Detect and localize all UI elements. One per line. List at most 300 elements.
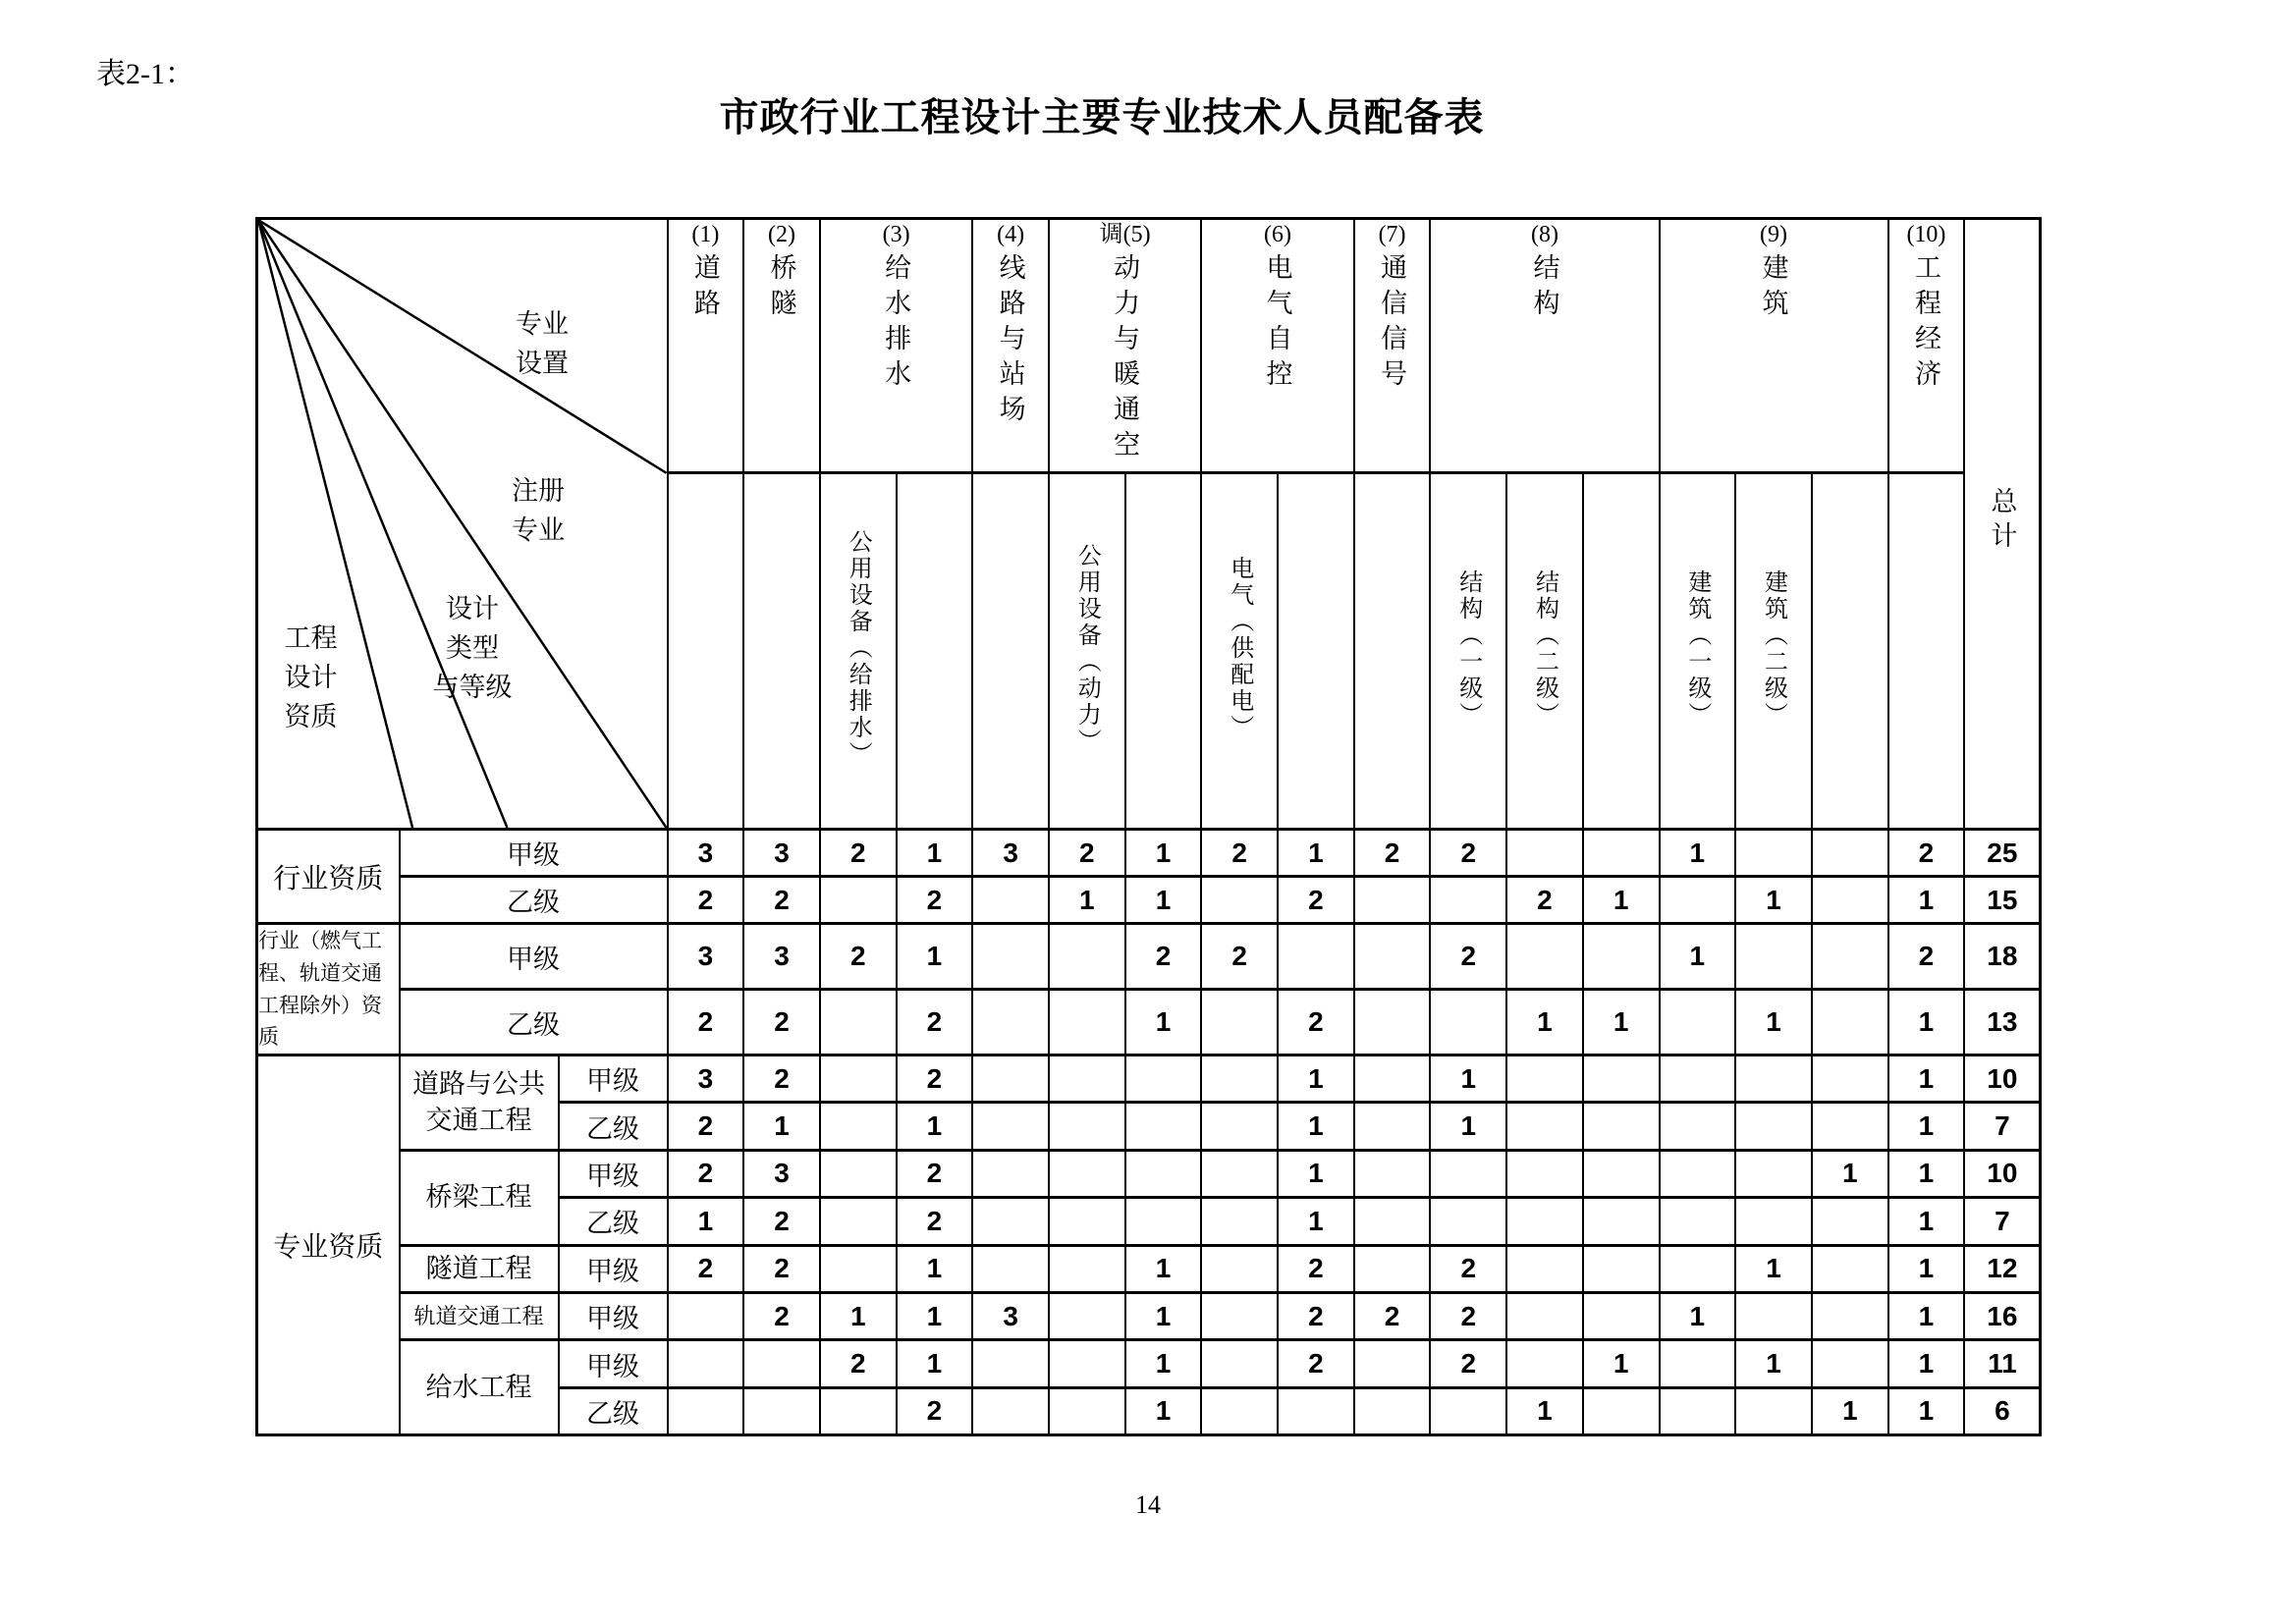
registered-profession-subheader-9-1 bbox=[1660, 473, 1736, 830]
staff-count-cell bbox=[1506, 1292, 1583, 1339]
staff-count-cell: 10 bbox=[1964, 1055, 2041, 1103]
staff-count-cell: 2 bbox=[1506, 877, 1583, 924]
subheader-title: 公用设备（动力） bbox=[1073, 542, 1100, 755]
staff-count-cell bbox=[1812, 1245, 1888, 1292]
staff-count-cell: 2 bbox=[743, 877, 820, 924]
staff-count-cell bbox=[743, 1387, 820, 1434]
grade-label: 甲级 bbox=[400, 830, 668, 877]
engineering-type-label: 隧道工程 bbox=[400, 1245, 559, 1292]
staff-count-cell: 7 bbox=[1964, 1198, 2041, 1245]
column-header-2 bbox=[743, 219, 820, 473]
staff-count-cell: 1 bbox=[897, 830, 973, 877]
table-row bbox=[257, 877, 2041, 924]
staff-count-cell: 2 bbox=[743, 1245, 820, 1292]
staff-count-cell bbox=[1354, 1150, 1431, 1197]
staff-count-cell: 1 bbox=[1888, 1387, 1965, 1434]
staff-count-cell bbox=[1201, 1150, 1278, 1197]
staff-count-cell: 6 bbox=[1964, 1387, 2041, 1434]
staff-count-cell: 2 bbox=[897, 1055, 973, 1103]
staff-count-cell: 1 bbox=[743, 1103, 820, 1150]
staff-count-cell: 1 bbox=[1278, 830, 1354, 877]
staff-count-cell bbox=[1354, 877, 1431, 924]
staff-count-cell: 7 bbox=[1964, 1103, 2041, 1150]
staff-count-cell bbox=[1583, 1055, 1660, 1103]
staff-count-cell bbox=[1201, 1292, 1278, 1339]
column-number: (4) bbox=[997, 222, 1025, 247]
registered-profession-subheader-3-2 bbox=[897, 473, 973, 830]
staff-count-cell: 3 bbox=[668, 924, 744, 990]
staff-count-cell: 2 bbox=[897, 877, 973, 924]
staff-count-cell bbox=[972, 1103, 1049, 1150]
qualification-block-label: 行业（燃气工程、轨道交通工程除外）资质 bbox=[257, 924, 400, 1055]
staff-count-cell: 1 bbox=[1049, 877, 1125, 924]
staff-count-cell bbox=[1660, 1103, 1736, 1150]
staff-count-cell bbox=[1201, 1055, 1278, 1103]
staff-count-cell bbox=[1812, 1292, 1888, 1339]
staff-count-cell bbox=[972, 1245, 1049, 1292]
staff-count-cell: 1 bbox=[820, 1292, 897, 1339]
staff-count-cell bbox=[1354, 1198, 1431, 1245]
staff-count-cell bbox=[1812, 1198, 1888, 1245]
staff-count-cell: 2 bbox=[668, 1245, 744, 1292]
staff-count-cell bbox=[972, 877, 1049, 924]
staff-count-cell bbox=[972, 1055, 1049, 1103]
registered-profession-subheader-9-3 bbox=[1812, 473, 1888, 830]
staff-count-cell bbox=[1278, 1387, 1354, 1434]
column-title: 通信信号 bbox=[1377, 253, 1407, 395]
staff-count-cell: 1 bbox=[1278, 1055, 1354, 1103]
staff-count-cell bbox=[1812, 990, 1888, 1055]
staff-count-cell bbox=[1049, 1245, 1125, 1292]
staff-count-cell: 2 bbox=[743, 990, 820, 1055]
grade-label: 乙级 bbox=[400, 990, 668, 1055]
registered-profession-subheader-9-2 bbox=[1735, 473, 1812, 830]
staff-count-cell bbox=[1354, 1245, 1431, 1292]
staff-count-cell bbox=[1201, 990, 1278, 1055]
staff-count-cell bbox=[1735, 1150, 1812, 1197]
staff-count-cell bbox=[1430, 990, 1506, 1055]
staff-count-cell bbox=[1583, 1198, 1660, 1245]
column-header-6 bbox=[1201, 219, 1353, 473]
staff-count-cell bbox=[1583, 1292, 1660, 1339]
corner-header-cell bbox=[257, 219, 668, 830]
registered-profession-subheader-5-1 bbox=[1049, 473, 1125, 830]
staff-count-cell: 1 bbox=[897, 1292, 973, 1339]
staff-count-cell bbox=[1201, 1245, 1278, 1292]
staff-count-cell: 2 bbox=[1430, 924, 1506, 990]
staff-count-cell bbox=[1660, 1245, 1736, 1292]
column-number: (2) bbox=[768, 222, 796, 247]
subheader-title: 结构（一级） bbox=[1454, 568, 1481, 729]
staff-count-cell: 1 bbox=[1430, 1055, 1506, 1103]
column-header-5 bbox=[1049, 219, 1201, 473]
staff-count-cell bbox=[1354, 924, 1431, 990]
staff-count-cell: 1 bbox=[1506, 1387, 1583, 1434]
staff-count-cell bbox=[668, 1387, 744, 1434]
staff-count-cell: 2 bbox=[897, 1387, 973, 1434]
staff-count-cell bbox=[1354, 990, 1431, 1055]
column-title: 道路 bbox=[689, 253, 720, 324]
staff-count-cell bbox=[1660, 1198, 1736, 1245]
staff-count-cell bbox=[1812, 877, 1888, 924]
staff-count-cell: 2 bbox=[1278, 1245, 1354, 1292]
staff-count-cell bbox=[1430, 1387, 1506, 1434]
staff-count-cell: 1 bbox=[1125, 1340, 1202, 1387]
staff-count-cell bbox=[1812, 1103, 1888, 1150]
staff-count-cell: 2 bbox=[1049, 830, 1125, 877]
staff-count-cell: 2 bbox=[1354, 830, 1431, 877]
staff-count-cell bbox=[1354, 1055, 1431, 1103]
column-title: 桥隧 bbox=[766, 253, 796, 324]
staff-count-cell bbox=[1201, 1103, 1278, 1150]
table-row bbox=[257, 1150, 2041, 1197]
staff-count-cell bbox=[1583, 830, 1660, 877]
engineering-type-label: 给水工程 bbox=[400, 1340, 559, 1435]
staff-count-cell bbox=[1735, 924, 1812, 990]
staff-count-cell bbox=[743, 1340, 820, 1387]
staff-count-cell: 1 bbox=[1888, 990, 1965, 1055]
engineering-type-label: 道路与公共交通工程 bbox=[400, 1055, 559, 1151]
staff-count-cell bbox=[1125, 1103, 1202, 1150]
grade-label: 乙级 bbox=[400, 877, 668, 924]
engineering-type-label: 桥梁工程 bbox=[400, 1150, 559, 1245]
staff-count-cell: 1 bbox=[1888, 1198, 1965, 1245]
staff-count-cell bbox=[1049, 990, 1125, 1055]
registered-profession-subheader-8-2 bbox=[1506, 473, 1583, 830]
column-number: (9) bbox=[1760, 222, 1788, 247]
staff-count-cell: 2 bbox=[1278, 990, 1354, 1055]
registered-profession-subheader-2-1 bbox=[743, 473, 820, 830]
table-row bbox=[257, 1292, 2041, 1339]
staff-count-cell bbox=[1660, 1150, 1736, 1197]
grade-label: 甲级 bbox=[559, 1340, 668, 1387]
staff-count-cell bbox=[1049, 1198, 1125, 1245]
staff-count-cell: 3 bbox=[743, 1150, 820, 1197]
grade-label: 甲级 bbox=[559, 1245, 668, 1292]
staff-count-cell: 3 bbox=[668, 1055, 744, 1103]
staff-count-cell: 3 bbox=[972, 1292, 1049, 1339]
staff-count-cell bbox=[1201, 1340, 1278, 1387]
registered-profession-subheader-7-1 bbox=[1354, 473, 1431, 830]
corner-label-registered-profession: 注册 专业 bbox=[512, 476, 565, 545]
total-column-header bbox=[1964, 219, 2041, 830]
staff-count-cell bbox=[1583, 924, 1660, 990]
staff-count-cell: 10 bbox=[1964, 1150, 2041, 1197]
staff-count-cell bbox=[972, 1198, 1049, 1245]
column-title: 建筑 bbox=[1758, 253, 1788, 324]
staff-count-cell bbox=[972, 990, 1049, 1055]
column-number: (10) bbox=[1906, 222, 1946, 247]
staff-count-cell: 2 bbox=[1888, 924, 1965, 990]
column-header-3 bbox=[820, 219, 972, 473]
staff-count-cell: 1 bbox=[1125, 830, 1202, 877]
staff-count-cell: 1 bbox=[897, 1245, 973, 1292]
staff-count-cell bbox=[1660, 1387, 1736, 1434]
column-header-9 bbox=[1660, 219, 1888, 473]
staff-count-cell: 3 bbox=[743, 830, 820, 877]
staff-count-cell: 3 bbox=[743, 924, 820, 990]
staff-count-cell bbox=[1506, 1245, 1583, 1292]
staff-count-cell: 2 bbox=[1354, 1292, 1431, 1339]
staff-count-cell: 2 bbox=[1888, 830, 1965, 877]
column-title: 线路与站场 bbox=[995, 253, 1025, 430]
grade-label: 甲级 bbox=[400, 924, 668, 990]
staff-count-cell: 1 bbox=[1506, 990, 1583, 1055]
staff-count-cell bbox=[1201, 1387, 1278, 1434]
grade-label: 乙级 bbox=[559, 1103, 668, 1150]
column-header-4 bbox=[972, 219, 1049, 473]
staff-count-cell: 1 bbox=[1125, 1245, 1202, 1292]
staff-count-cell bbox=[1049, 1150, 1125, 1197]
registered-profession-subheader-3-1 bbox=[820, 473, 897, 830]
subheader-title: 电气（供配电） bbox=[1226, 556, 1252, 741]
staff-count-cell: 1 bbox=[1430, 1103, 1506, 1150]
staff-count-cell: 2 bbox=[1430, 1340, 1506, 1387]
staff-count-cell: 1 bbox=[1888, 1292, 1965, 1339]
staff-count-cell bbox=[1506, 830, 1583, 877]
staff-count-cell: 2 bbox=[820, 830, 897, 877]
registered-profession-subheader-10-1 bbox=[1888, 473, 1965, 830]
staff-count-cell: 1 bbox=[897, 1340, 973, 1387]
staff-count-cell: 2 bbox=[1430, 1292, 1506, 1339]
staff-count-cell bbox=[820, 1103, 897, 1150]
staff-count-cell bbox=[668, 1292, 744, 1339]
staff-count-cell bbox=[1583, 1387, 1660, 1434]
staff-count-cell: 2 bbox=[668, 1103, 744, 1150]
staff-count-cell: 1 bbox=[1125, 1387, 1202, 1434]
staff-count-cell bbox=[1660, 1055, 1736, 1103]
staff-count-cell bbox=[972, 924, 1049, 990]
staff-count-cell bbox=[1583, 1103, 1660, 1150]
staff-count-cell: 1 bbox=[897, 1103, 973, 1150]
staff-count-cell bbox=[1660, 877, 1736, 924]
registered-profession-subheader-5-2 bbox=[1125, 473, 1202, 830]
staff-count-cell: 2 bbox=[668, 1150, 744, 1197]
column-number: (6) bbox=[1264, 222, 1292, 247]
staff-count-cell bbox=[1812, 1055, 1888, 1103]
staff-count-cell: 2 bbox=[1430, 830, 1506, 877]
staff-count-cell bbox=[1049, 1103, 1125, 1150]
staff-count-cell: 1 bbox=[1278, 1103, 1354, 1150]
staff-count-cell: 2 bbox=[1201, 924, 1278, 990]
staff-count-cell: 1 bbox=[1583, 990, 1660, 1055]
staff-count-cell bbox=[1049, 1292, 1125, 1339]
column-number: (7) bbox=[1378, 222, 1406, 247]
staff-count-cell bbox=[1049, 924, 1125, 990]
staff-count-cell bbox=[820, 1150, 897, 1197]
page-number: 14 bbox=[1135, 1490, 1161, 1519]
staff-count-cell bbox=[1506, 1150, 1583, 1197]
grade-label: 乙级 bbox=[559, 1387, 668, 1434]
staff-count-cell: 1 bbox=[1888, 1150, 1965, 1197]
staff-count-cell bbox=[1812, 1340, 1888, 1387]
staff-count-cell bbox=[820, 1055, 897, 1103]
staff-count-cell: 2 bbox=[1278, 1292, 1354, 1339]
staff-count-cell: 1 bbox=[1660, 1292, 1736, 1339]
staff-count-cell: 1 bbox=[1735, 1340, 1812, 1387]
column-number: (3) bbox=[882, 222, 910, 247]
staff-count-cell bbox=[972, 1150, 1049, 1197]
staff-count-cell bbox=[1506, 1103, 1583, 1150]
table-row bbox=[257, 1245, 2041, 1292]
staff-count-cell bbox=[1125, 1150, 1202, 1197]
staff-count-cell: 1 bbox=[1278, 1150, 1354, 1197]
staff-count-cell: 18 bbox=[1964, 924, 2041, 990]
staff-count-cell bbox=[1506, 1198, 1583, 1245]
staff-count-cell: 13 bbox=[1964, 990, 2041, 1055]
staff-count-cell: 15 bbox=[1964, 877, 2041, 924]
staff-count-cell: 1 bbox=[1735, 1245, 1812, 1292]
staff-count-cell bbox=[1354, 1340, 1431, 1387]
staff-count-cell bbox=[1354, 1387, 1431, 1434]
staff-count-cell: 1 bbox=[1278, 1198, 1354, 1245]
staff-count-cell bbox=[972, 1387, 1049, 1434]
staff-count-cell bbox=[820, 1198, 897, 1245]
staff-count-cell: 2 bbox=[743, 1055, 820, 1103]
grade-label: 甲级 bbox=[559, 1292, 668, 1339]
registered-profession-subheader-8-1 bbox=[1430, 473, 1506, 830]
staff-count-cell: 2 bbox=[668, 990, 744, 1055]
staff-count-cell: 1 bbox=[1125, 877, 1202, 924]
staff-count-cell bbox=[1049, 1055, 1125, 1103]
staff-count-cell bbox=[1430, 1198, 1506, 1245]
column-header-10 bbox=[1888, 219, 1965, 473]
staff-count-cell bbox=[1125, 1198, 1202, 1245]
qualification-block-label: 专业资质 bbox=[257, 1055, 400, 1435]
corner-label-design-type-grade: 设计 类型 与等级 bbox=[432, 594, 513, 702]
staff-count-cell: 2 bbox=[897, 990, 973, 1055]
staff-count-cell: 1 bbox=[1888, 1103, 1965, 1150]
staff-count-cell: 11 bbox=[1964, 1340, 2041, 1387]
staff-count-cell bbox=[1660, 990, 1736, 1055]
staff-count-cell bbox=[972, 1340, 1049, 1387]
staff-count-cell bbox=[820, 1245, 897, 1292]
staff-count-cell: 1 bbox=[1735, 990, 1812, 1055]
personnel-allocation-table bbox=[255, 217, 2042, 1436]
column-title: 电气自控 bbox=[1262, 253, 1292, 395]
table-row bbox=[257, 1340, 2041, 1387]
staff-count-cell: 2 bbox=[1278, 877, 1354, 924]
staff-count-cell bbox=[820, 877, 897, 924]
staff-count-cell: 1 bbox=[1888, 1245, 1965, 1292]
column-header-8 bbox=[1430, 219, 1659, 473]
staff-count-cell: 1 bbox=[1888, 877, 1965, 924]
registered-profession-subheader-6-1 bbox=[1201, 473, 1278, 830]
staff-count-cell bbox=[1735, 830, 1812, 877]
staff-count-cell bbox=[1506, 1340, 1583, 1387]
registered-profession-subheader-6-2 bbox=[1278, 473, 1354, 830]
staff-count-cell: 3 bbox=[972, 830, 1049, 877]
staff-count-cell bbox=[1735, 1292, 1812, 1339]
qualification-block-label: 行业资质 bbox=[257, 830, 400, 924]
registered-profession-subheader-8-3 bbox=[1583, 473, 1660, 830]
staff-count-cell: 25 bbox=[1964, 830, 2041, 877]
staff-count-cell: 1 bbox=[1735, 877, 1812, 924]
staff-count-cell bbox=[1049, 1340, 1125, 1387]
staff-count-cell: 1 bbox=[668, 1198, 744, 1245]
staff-count-cell: 2 bbox=[743, 1198, 820, 1245]
registered-profession-subheader-1-1 bbox=[668, 473, 744, 830]
table-row bbox=[257, 830, 2041, 877]
staff-count-cell: 2 bbox=[743, 1292, 820, 1339]
staff-count-cell: 2 bbox=[1430, 1245, 1506, 1292]
column-number: 调(5) bbox=[1099, 222, 1151, 247]
column-number: (8) bbox=[1530, 222, 1558, 247]
registered-profession-subheader-4-1 bbox=[972, 473, 1049, 830]
table-number-label: 表2-1： bbox=[96, 58, 194, 90]
staff-count-cell: 2 bbox=[1125, 924, 1202, 990]
staff-count-cell bbox=[1201, 877, 1278, 924]
subheader-title: 建筑（二级） bbox=[1760, 568, 1786, 729]
staff-count-cell bbox=[1735, 1055, 1812, 1103]
subheader-title: 结构（二级） bbox=[1531, 568, 1558, 729]
staff-count-cell: 1 bbox=[897, 924, 973, 990]
table-row bbox=[257, 924, 2041, 990]
column-title: 给水排水 bbox=[881, 253, 911, 395]
staff-count-cell: 2 bbox=[897, 1150, 973, 1197]
staff-count-cell bbox=[820, 990, 897, 1055]
staff-count-cell bbox=[1735, 1198, 1812, 1245]
staff-count-cell bbox=[1506, 1055, 1583, 1103]
staff-count-cell: 12 bbox=[1964, 1245, 2041, 1292]
corner-label-profession-setup: 专业 设置 bbox=[516, 309, 569, 378]
staff-count-cell bbox=[1354, 1103, 1431, 1150]
column-title: 结构 bbox=[1529, 253, 1559, 324]
staff-count-cell: 1 bbox=[1660, 830, 1736, 877]
grade-label: 乙级 bbox=[559, 1198, 668, 1245]
column-number: (1) bbox=[691, 222, 720, 247]
column-title: 工程经济 bbox=[1910, 253, 1941, 395]
staff-count-cell bbox=[1583, 1245, 1660, 1292]
staff-count-cell: 2 bbox=[897, 1198, 973, 1245]
column-title: 动力与暖通空 bbox=[1110, 253, 1140, 465]
corner-diagonal-lines bbox=[258, 220, 667, 828]
staff-count-cell bbox=[820, 1387, 897, 1434]
table-row bbox=[257, 990, 2041, 1055]
grade-label: 甲级 bbox=[559, 1150, 668, 1197]
staff-count-cell: 1 bbox=[1660, 924, 1736, 990]
staff-count-cell bbox=[1278, 924, 1354, 990]
staff-count-cell bbox=[1125, 1055, 1202, 1103]
staff-count-cell: 2 bbox=[820, 1340, 897, 1387]
staff-count-cell bbox=[668, 1340, 744, 1387]
staff-count-cell: 1 bbox=[1125, 990, 1202, 1055]
column-header-7 bbox=[1354, 219, 1431, 473]
staff-count-cell bbox=[1735, 1103, 1812, 1150]
staff-count-cell: 1 bbox=[1583, 1340, 1660, 1387]
staff-count-cell bbox=[1506, 924, 1583, 990]
staff-count-cell: 2 bbox=[820, 924, 897, 990]
staff-count-cell bbox=[1735, 1387, 1812, 1434]
total-label: 总计 bbox=[1987, 487, 2017, 556]
staff-count-cell: 16 bbox=[1964, 1292, 2041, 1339]
document-title: 市政行业工程设计主要专业技术人员配备表 bbox=[719, 96, 1485, 139]
staff-count-cell: 2 bbox=[1278, 1340, 1354, 1387]
staff-count-cell bbox=[1583, 1150, 1660, 1197]
staff-count-cell: 1 bbox=[1125, 1292, 1202, 1339]
staff-count-cell: 1 bbox=[1583, 877, 1660, 924]
subheader-title: 建筑（一级） bbox=[1683, 568, 1710, 729]
table-row bbox=[257, 1055, 2041, 1103]
staff-count-cell bbox=[1812, 924, 1888, 990]
staff-count-cell bbox=[1201, 1198, 1278, 1245]
staff-count-cell: 1 bbox=[1812, 1387, 1888, 1434]
column-header-1 bbox=[668, 219, 744, 473]
staff-count-cell: 1 bbox=[1888, 1340, 1965, 1387]
staff-count-cell: 3 bbox=[668, 830, 744, 877]
staff-count-cell bbox=[1812, 830, 1888, 877]
staff-count-cell bbox=[1660, 1340, 1736, 1387]
